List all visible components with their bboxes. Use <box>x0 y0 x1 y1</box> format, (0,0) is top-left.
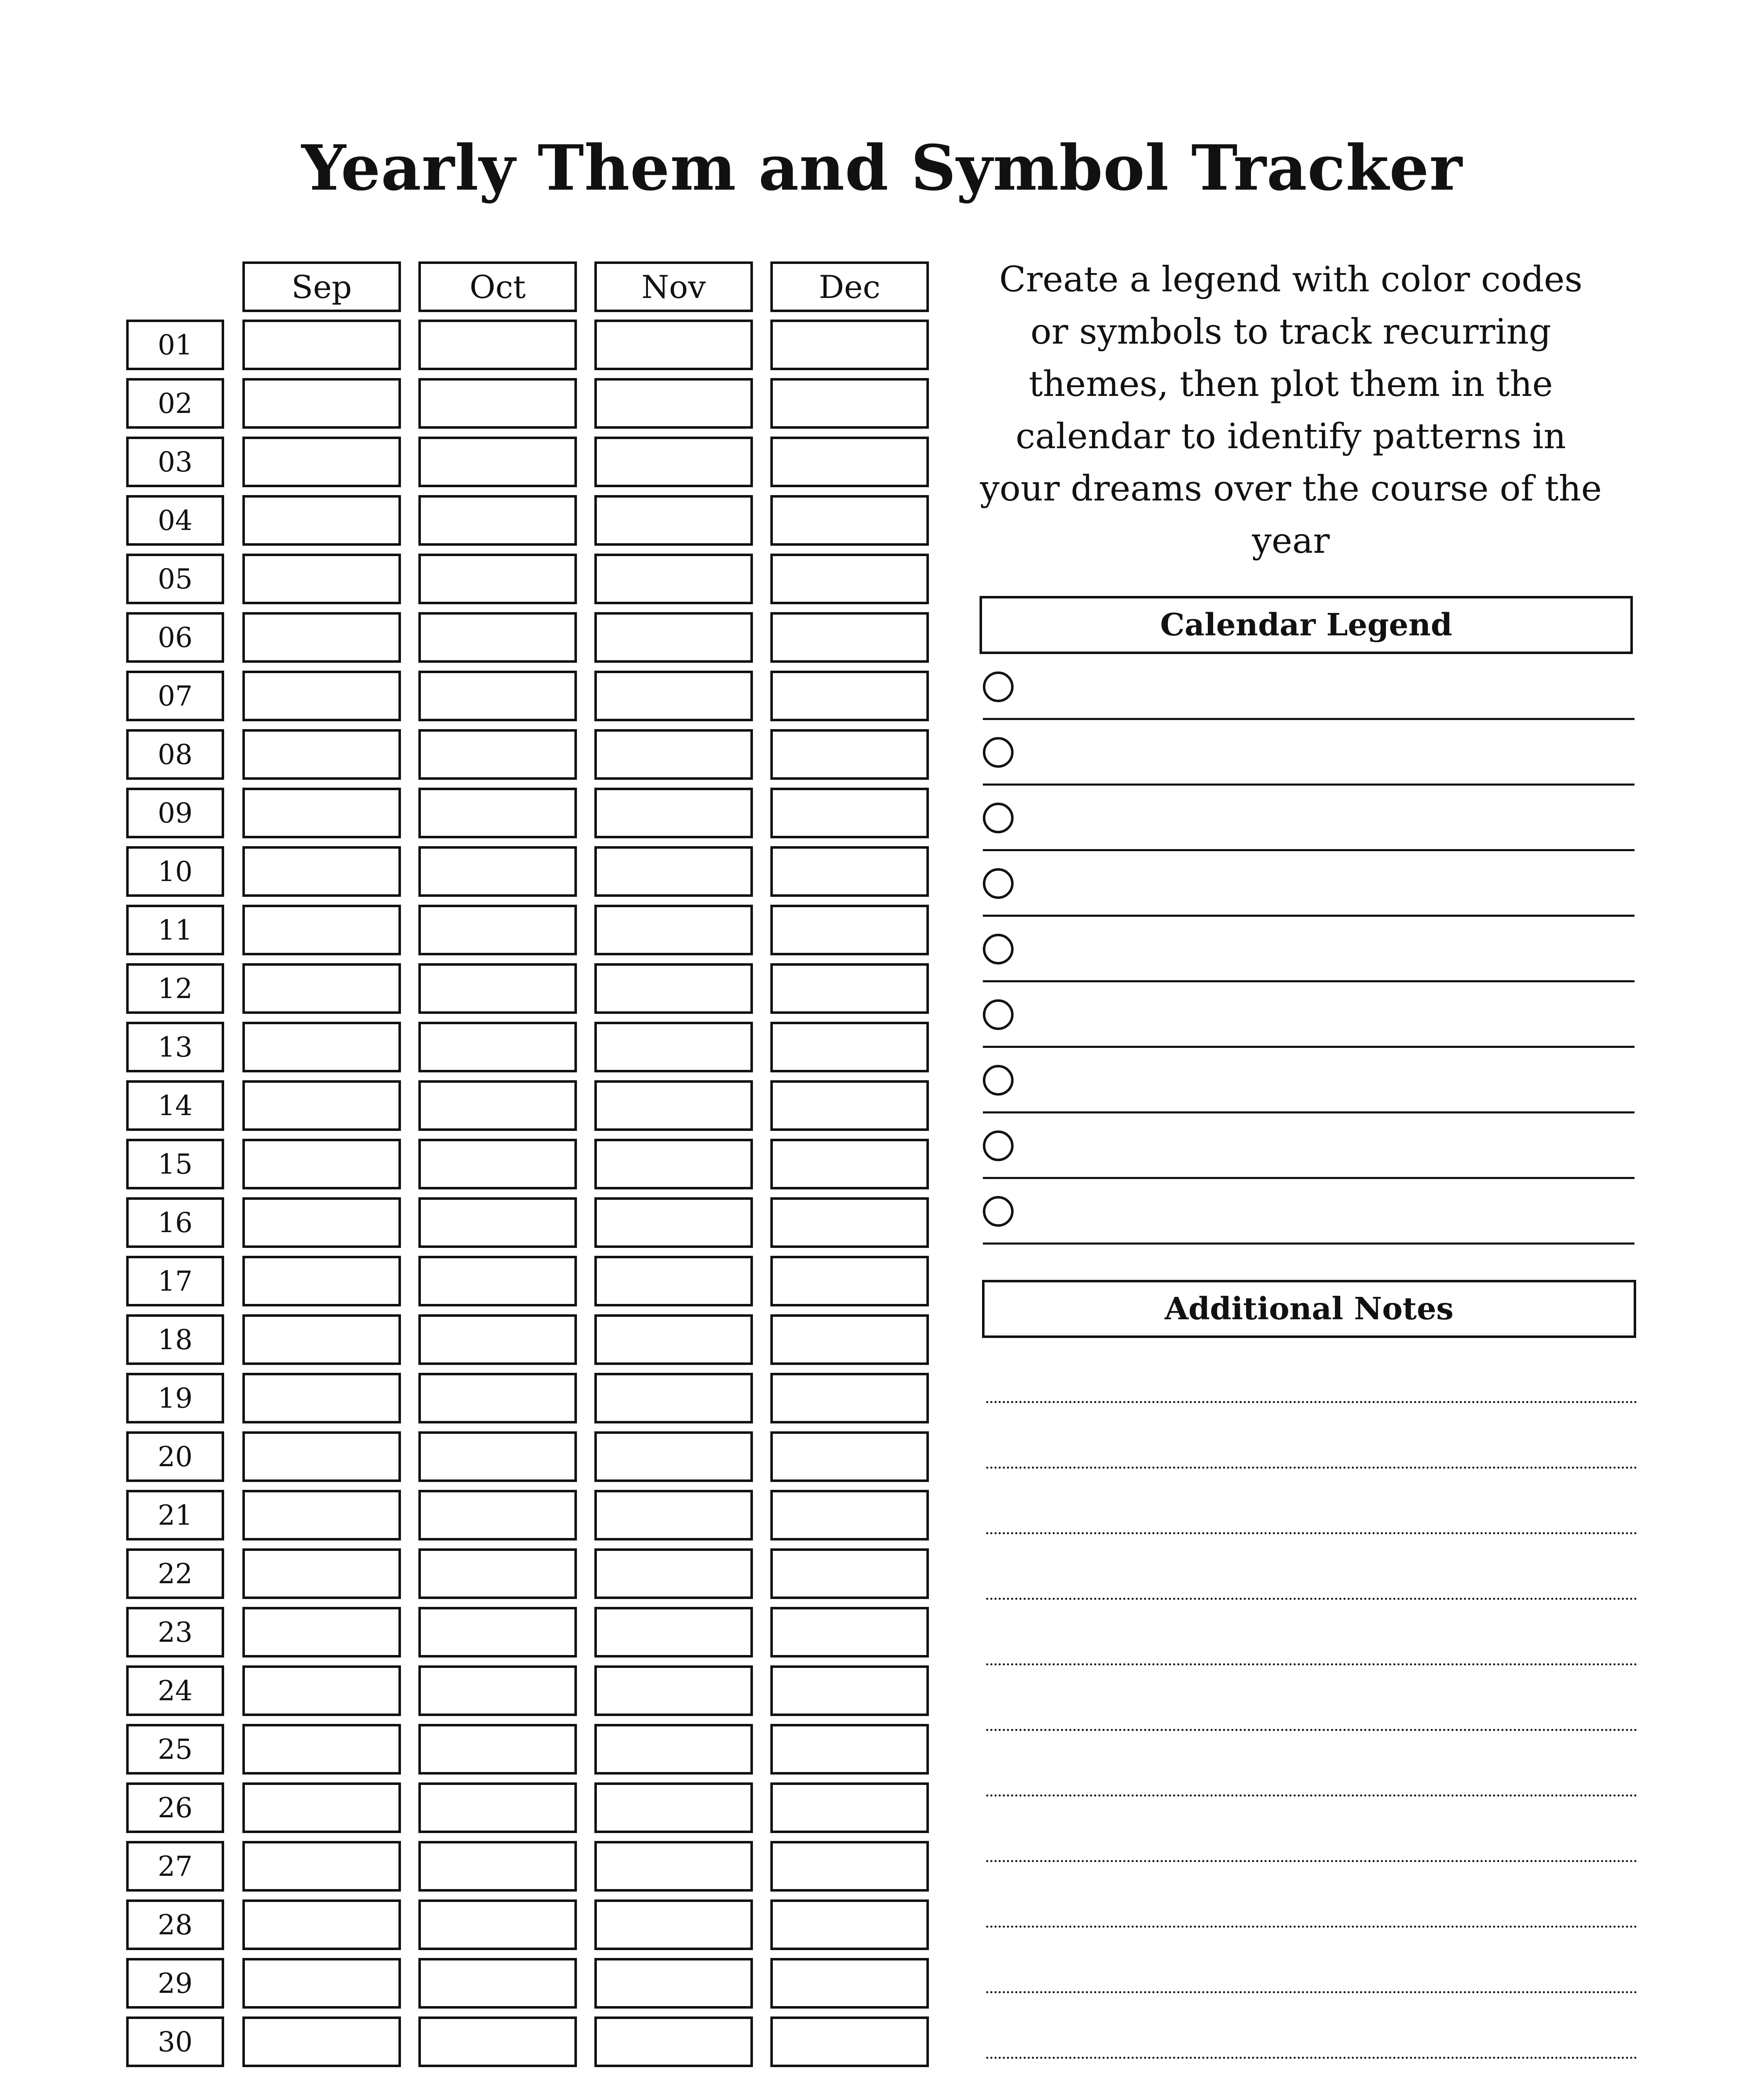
tracker-cell[interactable] <box>418 437 577 487</box>
tracker-cell[interactable] <box>594 729 753 780</box>
legend-entry-line[interactable] <box>983 718 1635 720</box>
legend-entry-line[interactable] <box>983 1243 1635 1245</box>
note-line[interactable] <box>986 2057 1637 2059</box>
tracker-cell[interactable] <box>770 1197 929 1248</box>
tracker-cell[interactable] <box>418 1080 577 1131</box>
tracker-cell[interactable] <box>242 2016 401 2067</box>
tracker-cell[interactable] <box>242 437 401 487</box>
tracker-cell[interactable] <box>418 378 577 429</box>
legend-entry-line[interactable] <box>983 980 1635 982</box>
tracker-cell[interactable] <box>418 1431 577 1482</box>
day-label: 17 <box>126 1256 224 1306</box>
tracker-cell[interactable] <box>770 1314 929 1365</box>
tracker-cell[interactable] <box>242 1373 401 1423</box>
note-line[interactable] <box>986 1598 1637 1600</box>
note-line[interactable] <box>986 1401 1637 1403</box>
day-label: 18 <box>126 1314 224 1365</box>
tracker-cell[interactable] <box>242 1197 401 1248</box>
tracker-cell[interactable] <box>594 1139 753 1189</box>
note-line[interactable] <box>986 1926 1637 1928</box>
tracker-cell[interactable] <box>418 729 577 780</box>
day-label: 04 <box>126 495 224 546</box>
tracker-cell[interactable] <box>242 1256 401 1306</box>
tracker-cell[interactable] <box>418 320 577 370</box>
day-label: 14 <box>126 1080 224 1131</box>
tracker-cell[interactable] <box>770 1431 929 1482</box>
day-label: 21 <box>126 1490 224 1540</box>
legend-circle-icon[interactable] <box>983 999 1014 1030</box>
note-line[interactable] <box>986 1991 1637 1993</box>
tracker-cell[interactable] <box>770 846 929 897</box>
tracker-cell[interactable] <box>594 1665 753 1716</box>
day-label: 25 <box>126 1724 224 1775</box>
legend-circle-icon[interactable] <box>983 671 1014 702</box>
tracker-cell[interactable] <box>418 1490 577 1540</box>
tracker-cell[interactable] <box>242 1139 401 1189</box>
tracker-cell[interactable] <box>418 1665 577 1716</box>
tracker-cell[interactable] <box>770 495 929 546</box>
tracker-cell[interactable] <box>242 671 401 721</box>
day-label: 27 <box>126 1841 224 1892</box>
day-label: 23 <box>126 1607 224 1658</box>
tracker-cell[interactable] <box>418 2016 577 2067</box>
tracker-cell[interactable] <box>418 1607 577 1658</box>
tracker-cell[interactable] <box>242 1724 401 1775</box>
tracker-cell[interactable] <box>418 1548 577 1599</box>
tracker-cell[interactable] <box>242 1490 401 1540</box>
tracker-cell[interactable] <box>770 671 929 721</box>
tracker-cell[interactable] <box>770 378 929 429</box>
tracker-cell[interactable] <box>418 963 577 1014</box>
day-label: 15 <box>126 1139 224 1189</box>
tracker-cell[interactable] <box>770 1256 929 1306</box>
tracker-cell[interactable] <box>594 1490 753 1540</box>
tracker-cell[interactable] <box>770 1841 929 1892</box>
tracker-cell[interactable] <box>594 495 753 546</box>
tracker-cell[interactable] <box>594 1431 753 1482</box>
legend-entry-line[interactable] <box>983 915 1635 917</box>
tracker-cell[interactable] <box>770 1548 929 1599</box>
tracker-cell[interactable] <box>770 1373 929 1423</box>
tracker-cell[interactable] <box>594 1314 753 1365</box>
tracker-cell[interactable] <box>770 437 929 487</box>
tracker-cell[interactable] <box>770 963 929 1014</box>
day-label: 05 <box>126 554 224 604</box>
legend-circle-icon[interactable] <box>983 1065 1014 1096</box>
tracker-cell[interactable] <box>594 1080 753 1131</box>
tracker-cell[interactable] <box>594 437 753 487</box>
tracker-cell[interactable] <box>418 1724 577 1775</box>
tracker-cell[interactable] <box>594 846 753 897</box>
tracker-cell[interactable] <box>770 1139 929 1189</box>
tracker-cell[interactable] <box>418 671 577 721</box>
tracker-cell[interactable] <box>594 554 753 604</box>
note-line[interactable] <box>986 1467 1637 1469</box>
day-label: 28 <box>126 1899 224 1950</box>
tracker-cell[interactable] <box>594 1022 753 1072</box>
instructions-text: Create a legend with color codes or symbols to track recurring themes, then plot them in the calendar to identify patterns in your dreams over the course of the year <box>980 259 1602 561</box>
tracker-cell[interactable] <box>242 963 401 1014</box>
tracker-cell[interactable] <box>770 554 929 604</box>
tracker-cell[interactable] <box>770 1782 929 1833</box>
day-label: 03 <box>126 437 224 487</box>
tracker-cell[interactable] <box>770 729 929 780</box>
tracker-cell[interactable] <box>242 495 401 546</box>
tracker-cell[interactable] <box>418 1958 577 2009</box>
month-header: Sep <box>242 261 401 312</box>
note-line[interactable] <box>986 1794 1637 1797</box>
tracker-cell[interactable] <box>242 1022 401 1072</box>
tracker-cell[interactable] <box>242 1899 401 1950</box>
day-label: 16 <box>126 1197 224 1248</box>
day-label: 30 <box>126 2016 224 2067</box>
tracker-cell[interactable] <box>594 1782 753 1833</box>
tracker-cell[interactable] <box>418 1022 577 1072</box>
tracker-cell[interactable] <box>418 905 577 955</box>
tracker-cell[interactable] <box>242 320 401 370</box>
tracker-cell[interactable] <box>594 905 753 955</box>
note-line[interactable] <box>986 1729 1637 1731</box>
tracker-cell[interactable] <box>594 788 753 838</box>
day-label: 01 <box>126 320 224 370</box>
tracker-cell[interactable] <box>242 1958 401 2009</box>
tracker-cell[interactable] <box>594 1373 753 1423</box>
day-label: 02 <box>126 378 224 429</box>
day-label: 19 <box>126 1373 224 1423</box>
tracker-cell[interactable] <box>770 1665 929 1716</box>
page-title: Yearly Them and Symbol Tracker <box>301 132 1463 205</box>
tracker-cell[interactable] <box>594 1548 753 1599</box>
tracker-cell[interactable] <box>594 378 753 429</box>
day-label: 09 <box>126 788 224 838</box>
day-label: 11 <box>126 905 224 955</box>
tracker-cell[interactable] <box>418 1782 577 1833</box>
tracker-cell[interactable] <box>418 1197 577 1248</box>
legend-circle-icon[interactable] <box>983 868 1014 899</box>
tracker-cell[interactable] <box>242 1314 401 1365</box>
tracker-cell[interactable] <box>594 1256 753 1306</box>
legend-circle-icon[interactable] <box>983 1196 1014 1227</box>
tracker-cell[interactable] <box>594 320 753 370</box>
tracker-cell[interactable] <box>770 905 929 955</box>
additional-notes-title: Additional Notes <box>982 1280 1636 1338</box>
legend-circle-icon[interactable] <box>983 737 1014 768</box>
tracker-cell[interactable] <box>418 554 577 604</box>
tracker-cell[interactable] <box>770 1022 929 1072</box>
tracker-cell[interactable] <box>242 554 401 604</box>
day-label: 06 <box>126 612 224 663</box>
day-label: 13 <box>126 1022 224 1072</box>
tracker-cell[interactable] <box>594 1958 753 2009</box>
tracker-cell[interactable] <box>418 788 577 838</box>
day-label: 07 <box>126 671 224 721</box>
tracker-cell[interactable] <box>594 1607 753 1658</box>
tracker-cell[interactable] <box>418 1373 577 1423</box>
note-line[interactable] <box>986 1860 1637 1862</box>
tracker-cell[interactable] <box>242 1782 401 1833</box>
month-header: Dec <box>770 261 929 312</box>
tracker-cell[interactable] <box>594 963 753 1014</box>
tracker-cell[interactable] <box>418 1139 577 1189</box>
legend-circle-icon[interactable] <box>983 934 1014 964</box>
tracker-cell[interactable] <box>594 1841 753 1892</box>
tracker-cell[interactable] <box>770 788 929 838</box>
tracker-cell[interactable] <box>242 788 401 838</box>
tracker-cell[interactable] <box>242 1841 401 1892</box>
day-label: 10 <box>126 846 224 897</box>
legend-entry-line[interactable] <box>983 1046 1635 1048</box>
tracker-cell[interactable] <box>418 495 577 546</box>
day-label: 08 <box>126 729 224 780</box>
tracker-cell[interactable] <box>242 1431 401 1482</box>
day-label: 24 <box>126 1665 224 1716</box>
tracker-cell[interactable] <box>242 612 401 663</box>
tracker-cell[interactable] <box>242 378 401 429</box>
day-label: 26 <box>126 1782 224 1833</box>
legend-entry-line[interactable] <box>983 784 1635 786</box>
tracker-cell[interactable] <box>770 320 929 370</box>
month-header: Oct <box>418 261 577 312</box>
tracker-cell[interactable] <box>418 1314 577 1365</box>
tracker-cell[interactable] <box>242 1548 401 1599</box>
note-line[interactable] <box>986 1532 1637 1534</box>
tracker-cell[interactable] <box>242 1607 401 1658</box>
month-header: Nov <box>594 261 753 312</box>
tracker-cell[interactable] <box>242 1080 401 1131</box>
tracker-cell[interactable] <box>770 1958 929 2009</box>
tracker-cell[interactable] <box>418 612 577 663</box>
legend-circle-icon[interactable] <box>983 803 1014 833</box>
day-label: 22 <box>126 1548 224 1599</box>
tracker-cell[interactable] <box>242 1665 401 1716</box>
tracker-cell[interactable] <box>594 1899 753 1950</box>
tracker-cell[interactable] <box>418 846 577 897</box>
legend-entry-line[interactable] <box>983 849 1635 851</box>
day-label: 29 <box>126 1958 224 2009</box>
tracker-cell[interactable] <box>594 1724 753 1775</box>
tracker-cell[interactable] <box>418 1841 577 1892</box>
tracker-cell[interactable] <box>770 1607 929 1658</box>
tracker-cell[interactable] <box>770 2016 929 2067</box>
tracker-cell[interactable] <box>770 1490 929 1540</box>
tracker-cell[interactable] <box>418 1899 577 1950</box>
day-label: 12 <box>126 963 224 1014</box>
calendar-legend-title: Calendar Legend <box>980 596 1633 654</box>
tracker-cell[interactable] <box>770 1899 929 1950</box>
tracker-cell[interactable] <box>594 671 753 721</box>
tracker-cell[interactable] <box>418 1256 577 1306</box>
tracker-cell[interactable] <box>594 612 753 663</box>
tracker-cell[interactable] <box>594 2016 753 2067</box>
tracker-cell[interactable] <box>242 905 401 955</box>
note-line[interactable] <box>986 1663 1637 1665</box>
day-label: 20 <box>126 1431 224 1482</box>
legend-circle-icon[interactable] <box>983 1130 1014 1161</box>
tracker-cell[interactable] <box>242 729 401 780</box>
tracker-cell[interactable] <box>770 612 929 663</box>
tracker-cell[interactable] <box>242 846 401 897</box>
tracker-cell[interactable] <box>770 1080 929 1131</box>
tracker-cell[interactable] <box>594 1197 753 1248</box>
legend-entry-line[interactable] <box>983 1177 1635 1179</box>
legend-entry-line[interactable] <box>983 1111 1635 1113</box>
tracker-cell[interactable] <box>770 1724 929 1775</box>
